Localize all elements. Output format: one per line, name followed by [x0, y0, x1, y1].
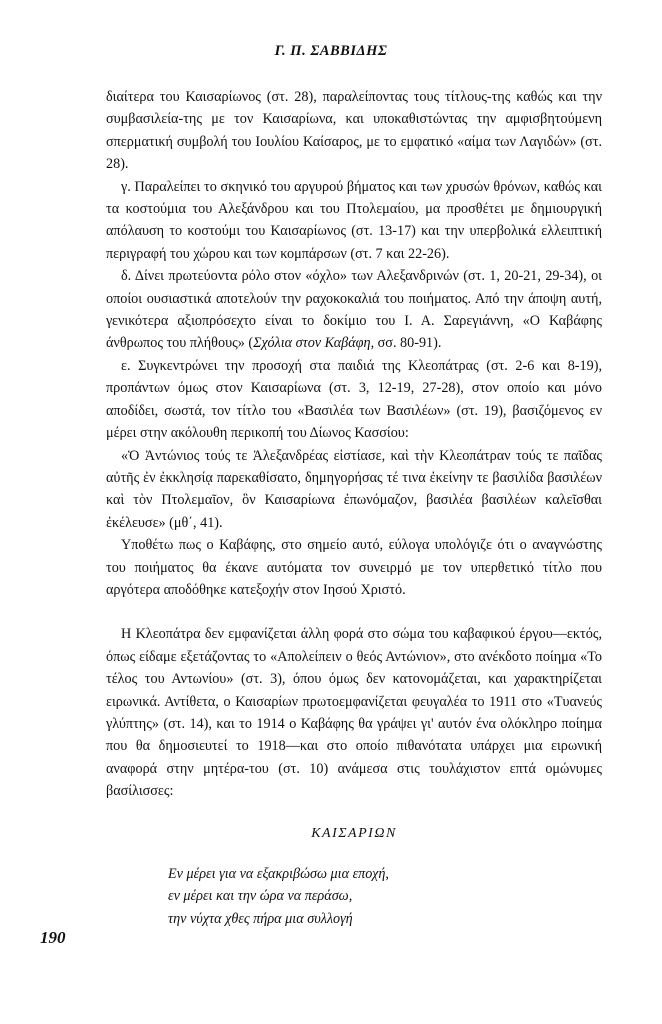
poem-line: Εν μέρει για να εξακριβώσω μια εποχή, [168, 866, 389, 882]
paragraph-hypothesis: Υποθέτω πως ο Καβάφης, στο σημείο αυτό, εύλογα υπολόγιζε ότι ο αναγνώστης του ποιήματος θα έκανε αυτόματα τον συνειρμό με τον υπερθετικό τίτλο που αργότερα αποδόθηκε κατεξοχήν στον Ιησού Χριστό. [106, 537, 602, 598]
poem-excerpt [106, 863, 602, 930]
paragraph-continuation: διαίτερα του Καισαρίωνος (στ. 28), παραλείποντας τους τίτλους-της καθώς και την συμβασιλεία-της με τον Καισαρίωνα, και υποκαθιστώντας την αμφισβητούμενη σπερματική συμβολή του Ιουλίου Καίσαρος, με το εμφατικό «αίμα των Λαγιδών» (στ. 28). [106, 89, 602, 173]
paragraph-point-e: ε. Συγκεντρώνει την προσοχή στα παιδιά της Κλεοπάτρας (στ. 2-6 και 8-19), προπάντων όμως στον Καισαρίωνα (στ. 3, 12-19, 27-28), στον οποίο και μόνο αποδίδει, σωστά, τον τίτλο του «Βασιλέα των Βασιλέων» (στ. 19), βασιζόμενος εν μέρει στην ακόλουθη περικοπή του Δίωνος Κασσίου: [106, 357, 602, 442]
paragraph-cleopatra: Η Κλεοπάτρα δεν εμφανίζεται άλλη φορά στο σώμα του καβαφικού έργου—εκτός, όπως είδαμε εξετάζοντας το «Απολείπειν ο θεός Αντώνιον», στο ανέκδοτο ποίημα «Το τέλος του Αντωνίου» (στ. 3), όπου όμως δεν κατονομάζεται, και χαρακτηρίζεται ειρωνικά. Αντίθετα, ο Καισαρίων πρωτοεμφανίζεται φευγαλέα το 1911 στο «Τυανεύς γλύπτης» (στ. 14), και το 1914 ο Καβάφης θα γράψει γι' αυτόν ένα ολόκληρο ποίημα που θα δημοσιευτεί το 1918—και στο οποίο πιθανότατα υπάρχει μια ειρωνική αναφορά στην μητέρα-του (στ. 10) ανάμεσα στις τουλάχιστον επτά ομώνυμες βασίλισσες: [106, 626, 602, 800]
body-text [106, 86, 602, 930]
poem-title: ΚΑΙΣΑΡΙΩΝ [311, 825, 397, 841]
paragraph-point-d-pages: , σσ. 80-91). [370, 335, 442, 352]
paragraph-point-c: γ. Παραλείπει το σκηνικό του αργυρού βήματος και των χρυσών θρόνων, καθώς και τα κοστούμια του Αλεξάνδρου και του Πτολεμαίου, μα προσθέτει με δημιουργική απόλαυση το κοστούμι του Καισαρίωνος (στ. 13-17) και την υπερβολικά ελλειπτική περιγραφή του χώρου και των κομπάρσων (στ. 7 και 22-26). [106, 178, 602, 262]
paragraph-point-d-text: δ. Δίνει πρωτεύοντα ρόλο στον «όχλο» των Αλεξανδρινών (στ. 1, 20-21, 29-34), οι οποίοι ουσιαστικά αποτελούν την ραχοκοκαλιά του ποιήματος. Από την άποψη αυτή, γενικότερα αξιοπρόσεχτο είναι το δοκίμιο του Ι. Α. Σαρεγιάννη, «Ο Καβάφης άνθρωπος του πλήθους» ( [106, 268, 602, 352]
page-number: 190 [40, 928, 66, 947]
running-head: Γ. Π. ΣΑΒΒΙΔΗΣ [274, 43, 388, 59]
book-title-italic: Σχόλια στον Καβάφη [253, 335, 371, 352]
poem-line: εν μέρει και την ώρα να περάσω, [168, 888, 353, 905]
paragraph-point-d [106, 265, 602, 355]
dio-cassius-quote: «Ὁ Ἀντώνιος τούς τε Ἀλεξανδρέας εἱστίασε, καὶ τὴν Κλεοπάτραν τούς τε παῖδας αὐτῆς ἐν ἐκκλησίᾳ παρεκαθίσατο, δημηγορήσας τέ τινα ἐκείνην τε βασιλίδα βασιλέων καὶ τὸν Πτολεμαῖον, ὃν Καισαρίωνα ἐπωνόμαζον, βασιλέα βασιλέων καλεῖσθαι ἐκέλευσε» (μθ΄, 41). [106, 447, 602, 531]
poem-line: την νύχτα χθες πήρα μια συλλογή [168, 910, 353, 927]
